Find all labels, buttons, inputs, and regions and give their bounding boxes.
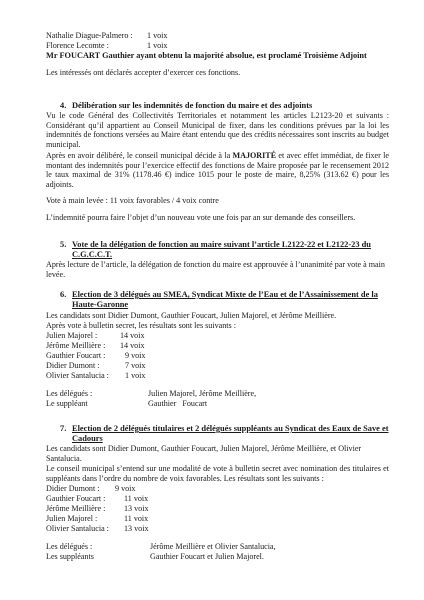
- s7-result-3-votes: 13 voix: [124, 504, 149, 513]
- s7-result-4-votes: 11 voix: [124, 514, 149, 523]
- section-4-paragraph-1: Vu le code Général des Collectivités Territoriales et notamment les articles L2123-20 et suivants : Considérant qu’il appartient au Conseil Municipal de fixer, dans les conditions prévues par la loi les indemnités de fonctions versées au Maire étant entendu que des crédits nécessaires sont inscrits au budget municipal.: [46, 111, 389, 149]
- s7-result-5-name: Olivier Santalucia :: [46, 524, 109, 533]
- section-6-number: 6.: [60, 290, 67, 299]
- section-4-note: L’indemnité pourra faire l’objet d’un nouveau vote une fois par an sur demande des conseillers.: [46, 213, 356, 222]
- section-4-paragraph-2: Après en avoir délibéré, le conseil municipal décide à la MAJORITÉ et avec effet immédiat, de fixer le montant des indemnités pour l’exercice effectif des fonctions de Maire proposée par le recensement 2012 le taux maximal de 31% (1178.46 €) indice 1015 pour le poste de maire, 8,25% (313.62 €) pour les adjoints.: [46, 151, 389, 189]
- section-4-number: 4.: [60, 101, 67, 110]
- section-6-delegates: Julien Majorel, Jérôme Meillière,: [148, 389, 257, 398]
- section-6-title: Election de 3 délégués au SMEA, Syndicat Mixte de l’Eau et de l’Assainissement de la Haute-Garonne: [72, 290, 378, 309]
- s7-result-2-name: Gauthier Foucart :: [46, 494, 106, 503]
- section-7-paragraph: Le conseil municipal s’entend sur une modalité de vote à bulletin secret avec nomination des titulaires et suppléants dans l’ordre du nombre de voix favorables. Les résultats sont les suivants :: [46, 464, 389, 483]
- section-7-number: 7.: [60, 424, 67, 433]
- s6-result-2-votes: 14 voix: [120, 341, 145, 350]
- section-4-title: Délibération sur les indemnités de fonction du maire et des adjoints: [72, 101, 313, 110]
- s7-result-1-name: Didier Dumont :: [46, 484, 100, 493]
- s6-result-5-votes: 1 voix: [125, 371, 146, 380]
- section-6-supply: Gauthier Foucart: [148, 399, 208, 408]
- s6-result-4-votes: 7 voix: [125, 361, 146, 370]
- section-7-supply-label: Les suppléants: [46, 552, 94, 561]
- s7-result-2-votes: 11 voix: [124, 494, 149, 503]
- section-6-candidates: Les candidats sont Didier Dumont, Gauthier Foucart, Julien Majorel, et Jérôme Meillière.: [46, 311, 337, 320]
- section-4-vote: Vote à main levée : 11 voix favorables / 4 voix contre: [46, 196, 219, 205]
- section-7-delegates: Jérôme Meillière et Olivier Santalucia,: [150, 542, 276, 551]
- vote-line-2-name: Florence Lecomte :: [46, 41, 109, 50]
- s7-result-5-votes: 13 voix: [124, 524, 149, 533]
- vote-line-2-votes: 1 voix: [147, 41, 168, 50]
- s6-result-4-name: Didier Dumont :: [46, 361, 100, 370]
- section-7-title: Election de 2 délégués titulaires et 2 délégués suppléants au Syndicat des Eaux de Save et Cadours: [72, 424, 389, 443]
- section-6-supply-label: Le suppléant: [46, 399, 88, 408]
- majority-emphasis: MAJORITÉ: [232, 151, 277, 160]
- s6-result-2-name: Jérôme Meillière :: [46, 341, 106, 350]
- section-5-number: 5.: [60, 240, 67, 249]
- section-7-supply: Gauthier Foucart et Julien Majorel.: [150, 552, 264, 561]
- vote-line-1-name: Nathalie Diague-Palmero :: [46, 31, 133, 40]
- section-5-title: Vote de la délégation de fonction au maire suivant l’article L2122-22 et L2122-23 du C.G.C.C.T.: [72, 240, 371, 259]
- s7-result-4-name: Julien Majorel :: [46, 514, 98, 523]
- s6-result-3-votes: 9 voix: [125, 351, 146, 360]
- section-7-candidates: Les candidats sont Didier Dumont, Gauthier Foucart, Julien Majorel, Jérôme Meillière, et Olivier Santalucia.: [46, 444, 362, 463]
- acceptance-text: Les intéressés ont déclarés accepter d’exercer ces fonctions.: [46, 68, 241, 77]
- s7-result-1-votes: 9 voix: [115, 484, 136, 493]
- section-7-delegates-label: Les délégués :: [46, 542, 93, 551]
- s7-result-3-name: Jérôme Meillière :: [46, 504, 106, 513]
- section-6-delegates-label: Les délégués :: [46, 389, 93, 398]
- s6-result-3-name: Gauthier Foucart :: [46, 351, 106, 360]
- section-5-paragraph: Après lecture de l’article, la délégation de fonction du maire est approuvée à l’unanimité par vote à main levée.: [46, 260, 385, 279]
- s6-result-1-name: Julien Majorel :: [46, 331, 98, 340]
- proclamation: Mr FOUCART Gauthier ayant obtenu la majorité absolue, est proclamé Troisième Adjoint: [46, 51, 367, 60]
- section-6-results-intro: Après vote à bulletin secret, les résultats sont les suivants :: [46, 321, 236, 330]
- s6-result-1-votes: 14 voix: [120, 331, 145, 340]
- s6-result-5-name: Olivier Santalucia :: [46, 371, 109, 380]
- vote-line-1-votes: 1 voix: [147, 31, 168, 40]
